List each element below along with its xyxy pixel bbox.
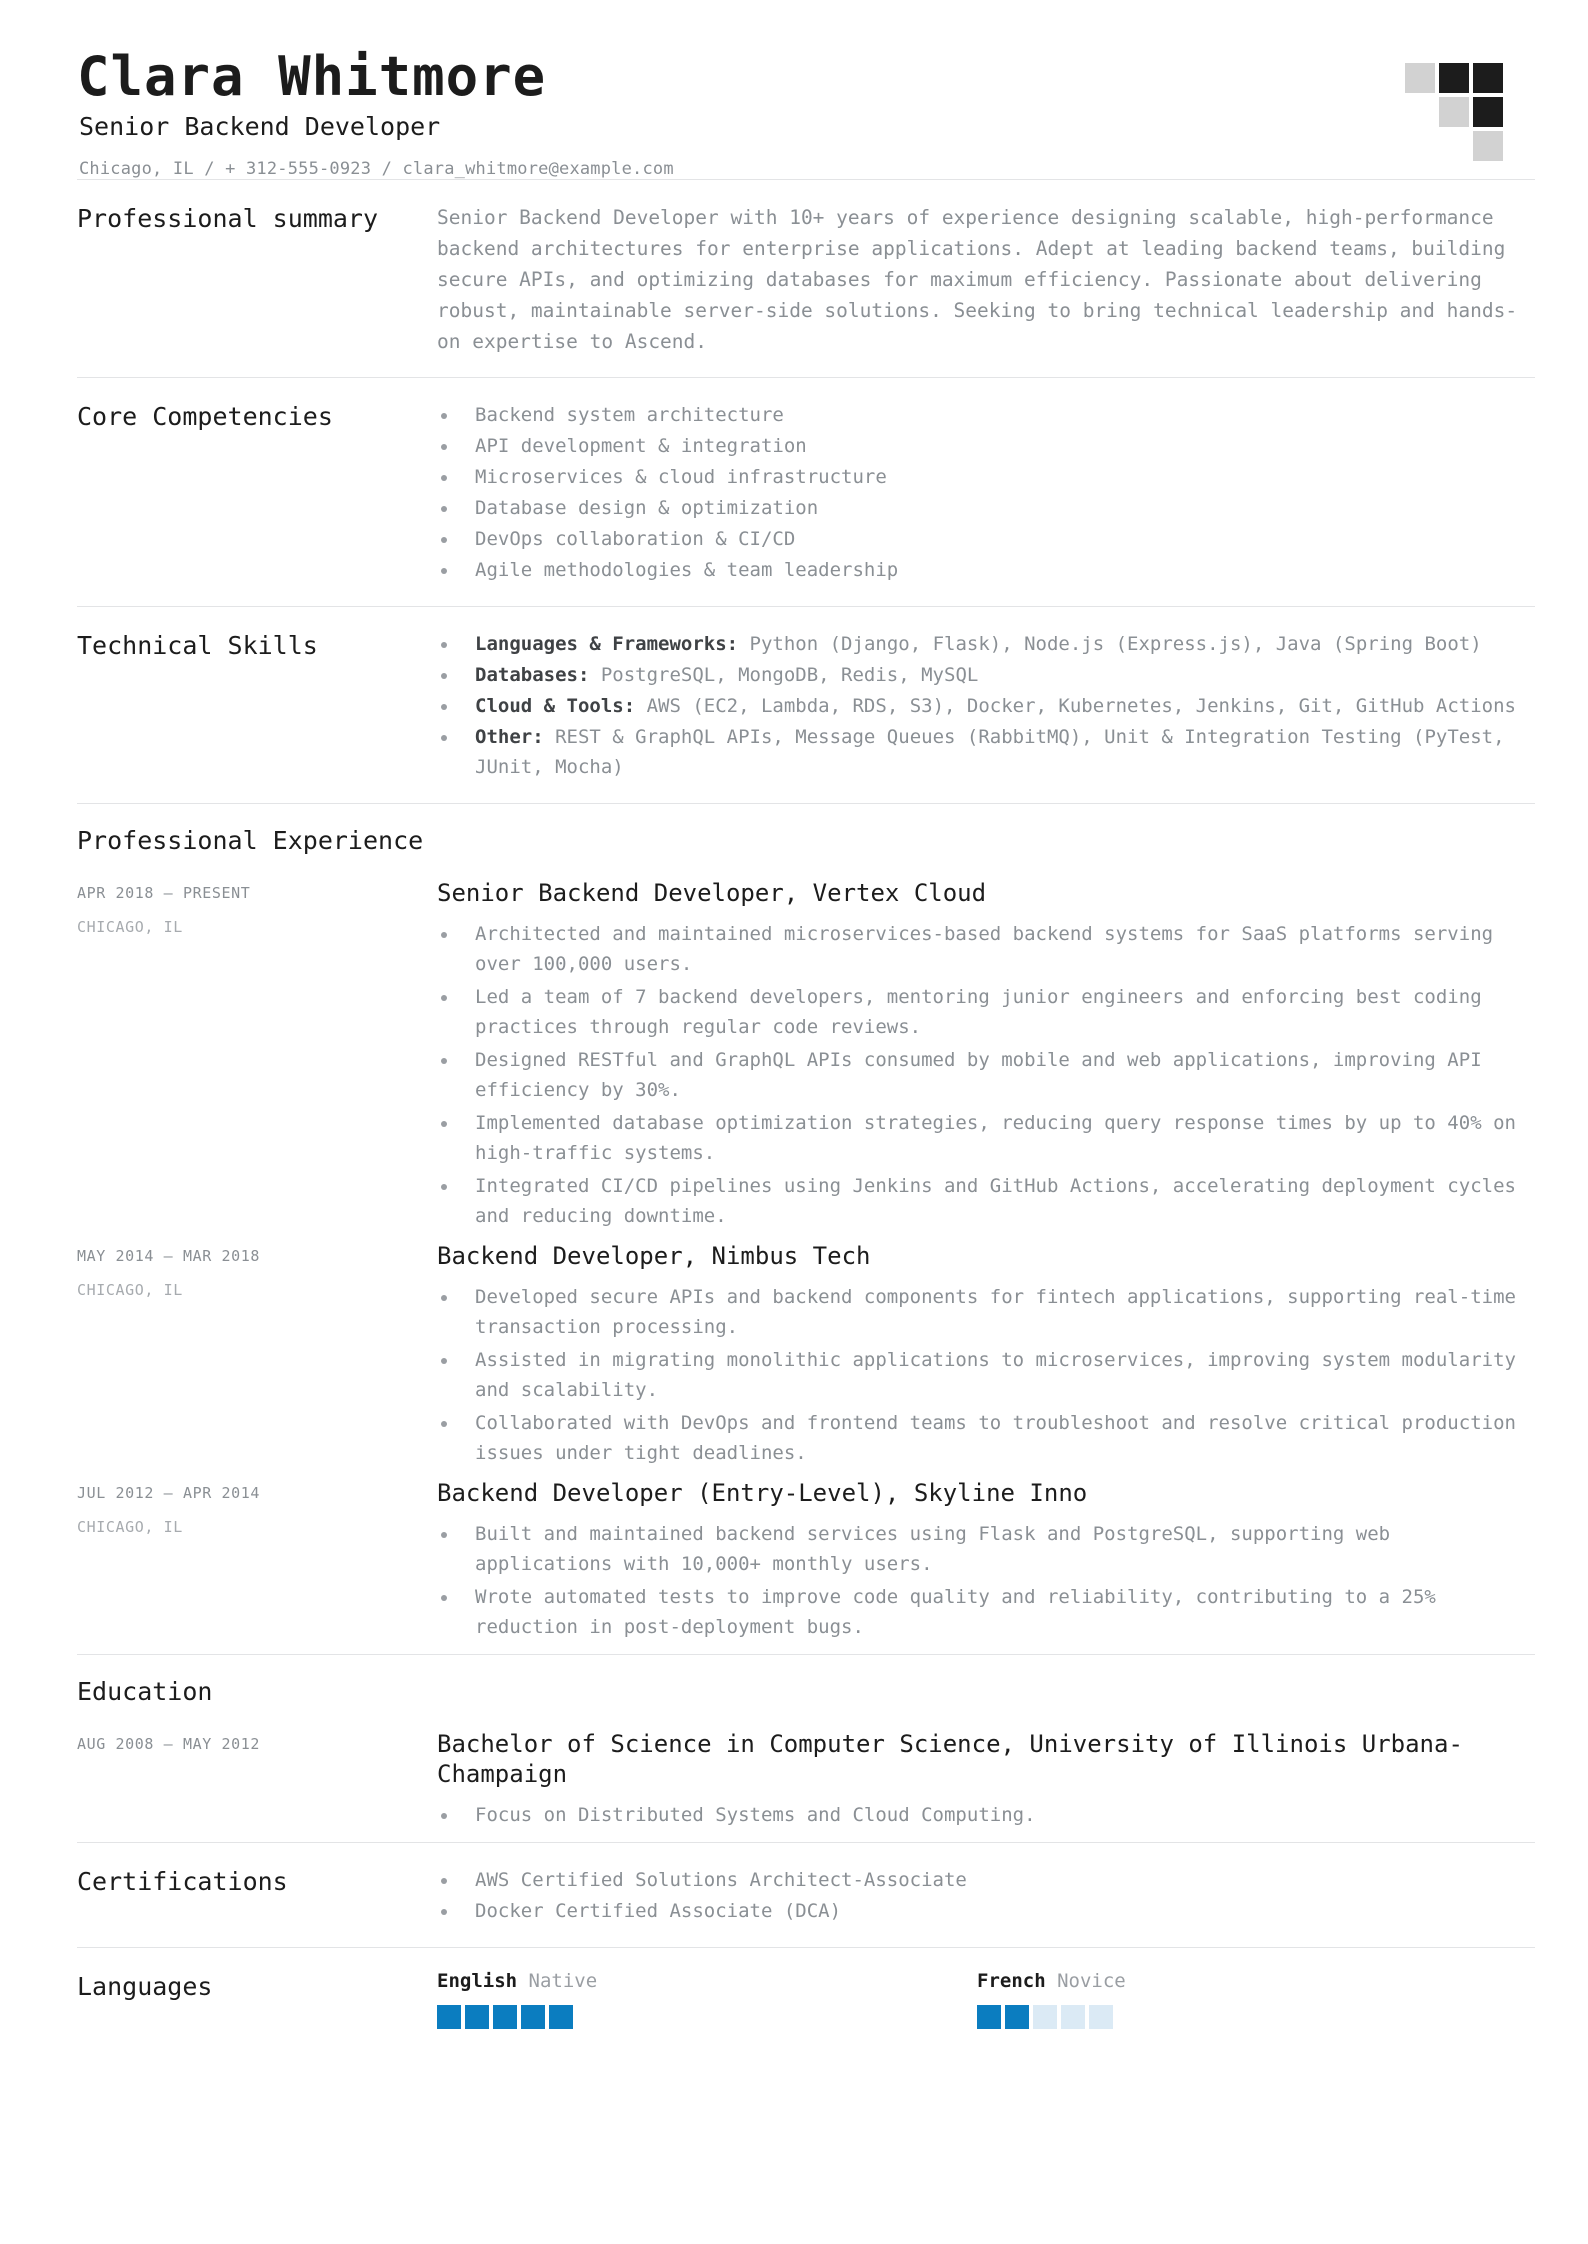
list-item: Agile methodologies & team leadership xyxy=(437,555,1535,585)
skill-category-label: Languages & Frameworks: xyxy=(475,633,739,656)
list-item: Backend system architecture xyxy=(437,400,1535,430)
section-languages xyxy=(77,1948,1535,2049)
rating-square-filled xyxy=(493,2005,517,2029)
rating-square-filled xyxy=(465,2005,489,2029)
skill-category-label: Databases: xyxy=(475,664,590,687)
logo-cell-dark xyxy=(1439,63,1469,93)
language-level: Native xyxy=(517,1970,598,1993)
rating-square-filled xyxy=(977,2005,1001,2029)
entry-detail xyxy=(437,878,1535,1237)
language-level: Novice xyxy=(1045,1970,1126,1993)
logo-mark xyxy=(1405,63,1505,163)
rating-square-filled xyxy=(437,2005,461,2029)
summary-body xyxy=(437,202,1535,357)
logo-cell-light xyxy=(1439,97,1469,127)
entry-bullets xyxy=(437,919,1535,1231)
summary-text: Senior Backend Developer with 10+ years of experience designing scalable, high-performance backend architectures for enterprise applications. Adept at leading backend teams, building secure APIs, and optimizing databases for maximum efficiency. Passionate about delivering robust, maintainable server-side solutions. Seeking to bring technical leadership and hands-on expertise to Ascend. xyxy=(437,206,1518,354)
logo-cell-dark xyxy=(1473,97,1503,127)
list-item: Microservices & cloud infrastructure xyxy=(437,462,1535,492)
section-label-certifications: Certifications xyxy=(77,1867,288,1897)
section-label-technical-skills: Technical Skills xyxy=(77,631,318,661)
entry-title: Backend Developer, Nimbus Tech xyxy=(437,1242,871,1271)
list-item: Assisted in migrating monolithic applications to microservices, improving system modularity and scalability. xyxy=(437,1345,1535,1405)
section-certifications xyxy=(77,1843,1535,1947)
language-header xyxy=(977,1970,1517,1993)
skill-category-value: Python (Django, Flask), Node.js (Express.js), Java (Spring Boot) xyxy=(738,633,1482,656)
entry-detail xyxy=(437,1729,1535,1836)
entry-location: CHICAGO, IL xyxy=(77,918,183,937)
entry-bullets xyxy=(437,1282,1535,1468)
entry-bullets xyxy=(437,1519,1535,1642)
entry-bullets xyxy=(437,1800,1535,1830)
candidate-role: Senior Backend Developer xyxy=(79,112,441,142)
languages-row xyxy=(437,1970,1535,2029)
skill-category-label: Other: xyxy=(475,726,544,749)
entry-dates: APR 2018 – PRESENT xyxy=(77,884,251,903)
list-item: Architected and maintained microservices-based backend systems for SaaS platforms serving over 100,000 users. xyxy=(437,919,1535,979)
logo-cell-light xyxy=(1473,131,1503,161)
list-item: Integrated CI/CD pipelines using Jenkins and GitHub Actions, accelerating deployment cycles and reducing downtime. xyxy=(437,1171,1535,1231)
candidate-name: Clara Whitmore xyxy=(77,45,547,108)
list-item: Docker Certified Associate (DCA) xyxy=(437,1896,1535,1926)
rating-square-filled xyxy=(549,2005,573,2029)
entry-detail xyxy=(437,1478,1535,1648)
list-item: Focus on Distributed Systems and Cloud Computing. xyxy=(437,1800,1535,1830)
education-entries xyxy=(77,1729,1535,1836)
experience-entry xyxy=(77,878,1535,1237)
list-item: AWS Certified Solutions Architect-Associate xyxy=(437,1865,1535,1895)
skill-category-value: REST & GraphQL APIs, Message Queues (RabbitMQ), Unit & Integration Testing (PyTest, JUnit, Mocha) xyxy=(475,726,1505,779)
languages-body xyxy=(437,1970,1535,2029)
list-item xyxy=(437,722,1535,782)
logo-cell-empty xyxy=(1405,97,1435,127)
section-label-experience: Professional Experience xyxy=(77,826,424,856)
section-professional-experience xyxy=(77,804,1535,1654)
list-item: Implemented database optimization strategies, reducing query response times by up to 40% on high-traffic systems. xyxy=(437,1108,1535,1168)
language-block xyxy=(977,1970,1517,2029)
entry-meta xyxy=(77,1478,437,1536)
skill-category-label: Cloud & Tools: xyxy=(475,695,636,718)
contact-line: Chicago, IL / + 312-555-0923 / clara_whitmore@example.com xyxy=(79,159,674,180)
rating-square-filled xyxy=(521,2005,545,2029)
list-item xyxy=(437,629,1535,659)
entry-meta xyxy=(77,1241,437,1299)
language-header xyxy=(437,1970,977,1993)
entry-detail xyxy=(437,1241,1535,1474)
core-competencies-list xyxy=(437,400,1535,585)
list-item: DevOps collaboration & CI/CD xyxy=(437,524,1535,554)
section-label-core-competencies: Core Competencies xyxy=(77,402,333,432)
logo-cell-light xyxy=(1405,63,1435,93)
language-block xyxy=(437,1970,977,2029)
skill-category-value: PostgreSQL, MongoDB, Redis, MySQL xyxy=(589,664,979,687)
list-item: Collaborated with DevOps and frontend teams to troubleshoot and resolve critical production issues under tight deadlines. xyxy=(437,1408,1535,1468)
technical-skills-list xyxy=(437,629,1535,782)
section-technical-skills xyxy=(77,607,1535,803)
list-item: Database design & optimization xyxy=(437,493,1535,523)
section-label-education: Education xyxy=(77,1677,213,1707)
logo-cell-dark xyxy=(1473,63,1503,93)
logo-cell-empty xyxy=(1405,131,1435,161)
language-rating xyxy=(437,2005,977,2029)
resume-header xyxy=(77,0,1535,179)
list-item: Built and maintained backend services using Flask and PostgreSQL, supporting web applications with 10,000+ monthly users. xyxy=(437,1519,1535,1579)
list-item xyxy=(437,691,1535,721)
certifications-body xyxy=(437,1865,1535,1927)
section-label-summary: Professional summary xyxy=(77,204,379,234)
section-label-languages: Languages xyxy=(77,1972,213,2002)
experience-entry xyxy=(77,1729,1535,1836)
list-item: Led a team of 7 backend developers, mentoring junior engineers and enforcing best coding practices through regular code reviews. xyxy=(437,982,1535,1042)
entry-title: Bachelor of Science in Computer Science, University of Illinois Urbana-Champaign xyxy=(437,1730,1463,1789)
entry-dates: JUL 2012 – APR 2014 xyxy=(77,1484,260,1503)
entry-title: Senior Backend Developer, Vertex Cloud xyxy=(437,879,987,908)
entry-dates: MAY 2014 – MAR 2018 xyxy=(77,1247,260,1266)
experience-entries xyxy=(77,878,1535,1648)
section-education xyxy=(77,1655,1535,1842)
rating-square-filled xyxy=(1005,2005,1029,2029)
experience-entry xyxy=(77,1241,1535,1474)
list-item xyxy=(437,660,1535,690)
section-professional-summary xyxy=(77,180,1535,377)
section-core-competencies xyxy=(77,378,1535,606)
language-rating xyxy=(977,2005,1517,2029)
list-item: Developed secure APIs and backend components for fintech applications, supporting real-time transaction processing. xyxy=(437,1282,1535,1342)
rating-square-empty xyxy=(1089,2005,1113,2029)
entry-dates: AUG 2008 – MAY 2012 xyxy=(77,1735,260,1754)
entry-title: Backend Developer (Entry-Level), Skyline Inno xyxy=(437,1479,1088,1508)
technical-skills-body xyxy=(437,629,1535,783)
list-item: API development & integration xyxy=(437,431,1535,461)
language-name: English xyxy=(437,1970,518,1993)
entry-location: CHICAGO, IL xyxy=(77,1281,183,1300)
list-item: Wrote automated tests to improve code quality and reliability, contributing to a 25% reduction in post-deployment bugs. xyxy=(437,1582,1535,1642)
rating-square-empty xyxy=(1061,2005,1085,2029)
language-name: French xyxy=(977,1970,1046,1993)
entry-meta xyxy=(77,878,437,936)
core-competencies-body xyxy=(437,400,1535,586)
certifications-list xyxy=(437,1865,1535,1926)
entry-meta xyxy=(77,1729,437,1753)
experience-entry xyxy=(77,1478,1535,1648)
logo-cell-empty xyxy=(1439,131,1469,161)
list-item: Designed RESTful and GraphQL APIs consumed by mobile and web applications, improving API efficiency by 30%. xyxy=(437,1045,1535,1105)
skill-category-value: AWS (EC2, Lambda, RDS, S3), Docker, Kubernetes, Jenkins, Git, GitHub Actions xyxy=(635,695,1516,718)
rating-square-empty xyxy=(1033,2005,1057,2029)
entry-location: CHICAGO, IL xyxy=(77,1518,183,1537)
